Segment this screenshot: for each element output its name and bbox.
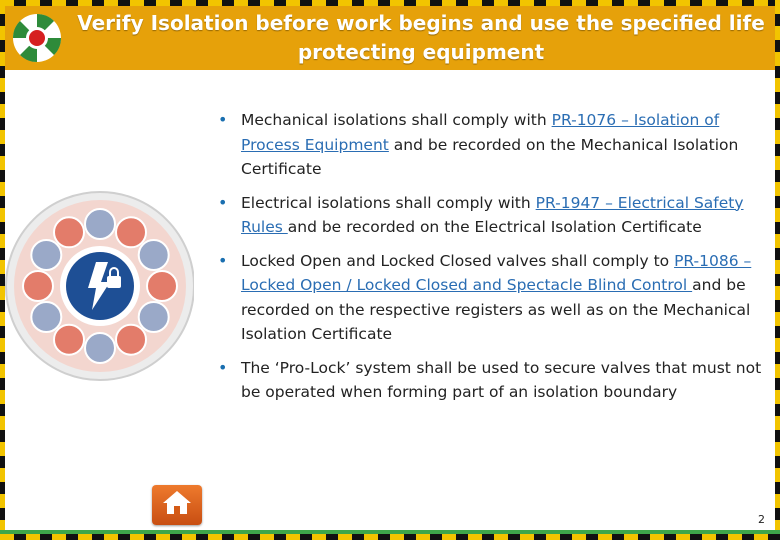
page-title: Verify Isolation before work begins and use the specified life protecting equipment <box>77 11 765 64</box>
company-logo-icon <box>9 12 65 64</box>
bullet-text: and be recorded on the Mechanical Isolation Certificate <box>241 135 739 178</box>
safety-rule-icon <box>85 333 115 363</box>
home-icon <box>152 485 202 519</box>
list-item <box>218 356 766 405</box>
bullet-text: Locked Open and Locked Closed valves shall comply to <box>241 251 675 270</box>
hazard-stripe-bottom <box>0 534 780 540</box>
safety-rule-icon <box>139 240 169 270</box>
bullet-text: and be recorded on the respective registers as well as on the Mechanical Isolation Certificate <box>241 276 751 343</box>
home-button[interactable] <box>152 485 202 525</box>
safety-rule-icon <box>116 325 146 355</box>
title-banner <box>5 6 775 70</box>
bullet-text: Electrical isolations shall comply with <box>241 193 536 212</box>
pr-1947-link[interactable]: PR-1947 – Electrical Safety Rules <box>241 193 744 236</box>
safety-rule-icon <box>54 325 84 355</box>
list-item <box>218 108 766 182</box>
list-item <box>218 249 766 347</box>
hazard-stripe-right <box>775 0 780 540</box>
bullet-text: The ‘Pro-Lock’ system shall be used to secure valves that must not be operated when forming part of an isolation boundary <box>241 358 762 401</box>
life-saving-rules-wheel-icon <box>4 176 194 396</box>
bullet-text: and be recorded on the Electrical Isolation Certificate <box>287 218 702 236</box>
safety-rule-icon <box>139 302 169 332</box>
safety-rule-icon <box>85 209 115 239</box>
safety-rule-icon <box>31 302 61 332</box>
safety-rule-icon <box>23 271 53 301</box>
list-item <box>218 191 766 240</box>
pr-1076-link[interactable]: PR-1076 – Isolation of Process Equipment <box>241 111 720 154</box>
safety-rule-icon <box>147 271 177 301</box>
isolation-rules-list <box>218 108 766 414</box>
safety-rule-icon <box>116 217 146 247</box>
safety-rule-icon <box>31 240 61 270</box>
bullet-text: Mechanical isolations shall comply with <box>241 111 552 129</box>
page-number: 2 <box>758 513 765 526</box>
safety-rule-icon <box>54 217 84 247</box>
pr-1086-link[interactable]: PR-1086 – Locked Open / Locked Closed and Spectacle Blind Control <box>241 251 752 294</box>
